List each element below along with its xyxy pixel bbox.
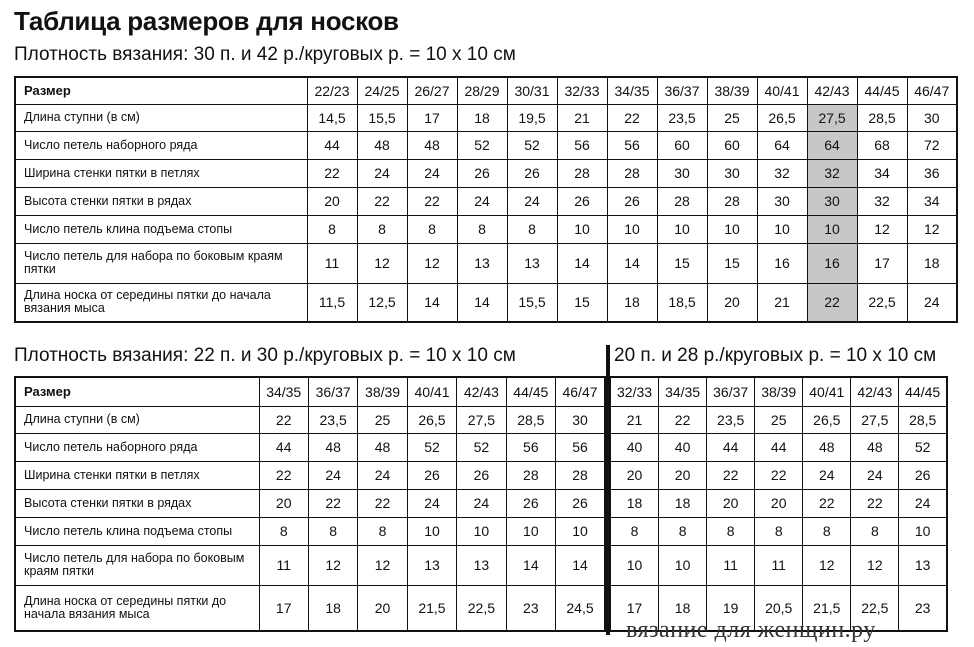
table-row <box>15 243 957 283</box>
value-cell: 10 <box>659 545 707 585</box>
table-row <box>15 545 605 585</box>
row-label: Ширина стенки пятки в петлях <box>15 461 259 489</box>
value-cell: 40 <box>611 433 659 461</box>
table3-gauge-caption: 20 п. и 28 р./круговых р. = 10 х 10 см <box>614 345 937 366</box>
table-row <box>15 283 957 322</box>
size-header-cell: 30/31 <box>507 77 557 104</box>
size-header-cell: 42/43 <box>851 377 899 406</box>
value-cell: 22,5 <box>851 585 899 631</box>
value-cell: 52 <box>899 433 947 461</box>
value-cell: 27,5 <box>807 104 857 131</box>
size-header-cell: 24/25 <box>357 77 407 104</box>
table-row <box>15 517 605 545</box>
size-header-label: Размер <box>15 77 307 104</box>
value-cell: 52 <box>457 433 506 461</box>
value-cell: 24 <box>357 159 407 187</box>
size-header-cell: 40/41 <box>803 377 851 406</box>
size-table-22-30 <box>14 376 606 632</box>
value-cell: 10 <box>757 215 807 243</box>
table-row <box>15 461 605 489</box>
value-cell: 12 <box>803 545 851 585</box>
value-cell: 8 <box>755 517 803 545</box>
size-header-cell: 44/45 <box>899 377 947 406</box>
value-cell: 64 <box>807 131 857 159</box>
value-cell: 26 <box>557 187 607 215</box>
value-cell: 28 <box>557 159 607 187</box>
row-label: Длина носка от середины пятки до начала вязания мыса <box>15 585 259 631</box>
value-cell: 10 <box>506 517 555 545</box>
size-header-cell: 28/29 <box>457 77 507 104</box>
value-cell: 8 <box>611 517 659 545</box>
value-cell: 21,5 <box>407 585 456 631</box>
table-row <box>611 406 948 433</box>
value-cell: 24 <box>407 159 457 187</box>
table-row <box>611 545 948 585</box>
value-cell: 30 <box>556 406 605 433</box>
value-cell: 8 <box>803 517 851 545</box>
value-cell: 13 <box>899 545 947 585</box>
value-cell: 24 <box>851 461 899 489</box>
size-header-cell: 38/39 <box>707 77 757 104</box>
value-cell: 10 <box>407 517 456 545</box>
value-cell: 24,5 <box>556 585 605 631</box>
value-cell: 40 <box>659 433 707 461</box>
value-cell: 27,5 <box>851 406 899 433</box>
value-cell: 22 <box>803 489 851 517</box>
value-cell: 15 <box>657 243 707 283</box>
value-cell: 12 <box>857 215 907 243</box>
value-cell: 48 <box>308 433 357 461</box>
value-cell: 17 <box>857 243 907 283</box>
value-cell: 8 <box>358 517 407 545</box>
value-cell: 44 <box>707 433 755 461</box>
row-label: Число петель наборного ряда <box>15 131 307 159</box>
value-cell: 21 <box>611 406 659 433</box>
table-row <box>15 131 957 159</box>
value-cell: 23 <box>506 585 555 631</box>
value-cell: 22 <box>308 489 357 517</box>
size-header-cell: 34/35 <box>659 377 707 406</box>
value-cell: 14 <box>607 243 657 283</box>
value-cell: 30 <box>757 187 807 215</box>
value-cell: 8 <box>851 517 899 545</box>
size-table-20-28 <box>610 376 948 632</box>
value-cell: 56 <box>607 131 657 159</box>
value-cell: 28 <box>657 187 707 215</box>
value-cell: 11 <box>755 545 803 585</box>
value-cell: 13 <box>507 243 557 283</box>
value-cell: 17 <box>407 104 457 131</box>
value-cell: 24 <box>899 489 947 517</box>
value-cell: 24 <box>457 187 507 215</box>
value-cell: 8 <box>707 517 755 545</box>
value-cell: 8 <box>457 215 507 243</box>
row-label: Высота стенки пятки в рядах <box>15 187 307 215</box>
value-cell: 22 <box>659 406 707 433</box>
value-cell: 12 <box>851 545 899 585</box>
row-label: Число петель для набора по боковым краям пятки <box>15 545 259 585</box>
value-cell: 14,5 <box>307 104 357 131</box>
value-cell: 23,5 <box>707 406 755 433</box>
value-cell: 32 <box>857 187 907 215</box>
value-cell: 52 <box>507 131 557 159</box>
value-cell: 20 <box>259 489 308 517</box>
value-cell: 30 <box>907 104 957 131</box>
value-cell: 10 <box>557 215 607 243</box>
table-row <box>15 406 605 433</box>
size-header-cell: 44/45 <box>506 377 555 406</box>
value-cell: 25 <box>358 406 407 433</box>
value-cell: 21,5 <box>803 585 851 631</box>
value-cell: 24 <box>407 489 456 517</box>
table-row <box>15 489 605 517</box>
size-header-cell: 46/47 <box>556 377 605 406</box>
table-row <box>611 461 948 489</box>
value-cell: 18 <box>659 585 707 631</box>
size-header-cell: 34/35 <box>607 77 657 104</box>
value-cell: 26 <box>507 159 557 187</box>
value-cell: 22,5 <box>457 585 506 631</box>
value-cell: 27,5 <box>457 406 506 433</box>
size-header-cell: 42/43 <box>807 77 857 104</box>
table-row <box>15 104 957 131</box>
row-label: Ширина стенки пятки в петлях <box>15 159 307 187</box>
value-cell: 72 <box>907 131 957 159</box>
value-cell: 14 <box>407 283 457 322</box>
value-cell: 12 <box>907 215 957 243</box>
value-cell: 56 <box>557 131 607 159</box>
table-row <box>15 215 957 243</box>
table-row <box>15 585 605 631</box>
value-cell: 28 <box>707 187 757 215</box>
value-cell: 60 <box>707 131 757 159</box>
value-cell: 26 <box>506 489 555 517</box>
value-cell: 20 <box>707 283 757 322</box>
value-cell: 23 <box>899 585 947 631</box>
value-cell: 26,5 <box>757 104 807 131</box>
size-header-label: Размер <box>15 377 259 406</box>
value-cell: 24 <box>358 461 407 489</box>
value-cell: 22 <box>259 461 308 489</box>
value-cell: 25 <box>755 406 803 433</box>
value-cell: 21 <box>557 104 607 131</box>
size-header-cell: 44/45 <box>857 77 907 104</box>
value-cell: 56 <box>506 433 555 461</box>
value-cell: 19,5 <box>507 104 557 131</box>
value-cell: 25 <box>707 104 757 131</box>
value-cell: 28,5 <box>899 406 947 433</box>
value-cell: 68 <box>857 131 907 159</box>
value-cell: 60 <box>657 131 707 159</box>
size-header-cell: 36/37 <box>707 377 755 406</box>
value-cell: 26,5 <box>803 406 851 433</box>
value-cell: 26 <box>556 489 605 517</box>
size-header-cell: 42/43 <box>457 377 506 406</box>
header-row <box>15 377 605 406</box>
value-cell: 21 <box>757 283 807 322</box>
value-cell: 11 <box>307 243 357 283</box>
value-cell: 24 <box>308 461 357 489</box>
value-cell: 26 <box>407 461 456 489</box>
size-header-cell: 38/39 <box>358 377 407 406</box>
value-cell: 11 <box>707 545 755 585</box>
value-cell: 24 <box>803 461 851 489</box>
value-cell: 12 <box>308 545 357 585</box>
value-cell: 14 <box>556 545 605 585</box>
value-cell: 28 <box>556 461 605 489</box>
value-cell: 17 <box>259 585 308 631</box>
value-cell: 15,5 <box>507 283 557 322</box>
value-cell: 10 <box>657 215 707 243</box>
size-header-cell: 32/33 <box>557 77 607 104</box>
value-cell: 22 <box>358 489 407 517</box>
row-label: Число петель наборного ряда <box>15 433 259 461</box>
value-cell: 10 <box>707 215 757 243</box>
value-cell: 22 <box>707 461 755 489</box>
value-cell: 12 <box>358 545 407 585</box>
value-cell: 11 <box>259 545 308 585</box>
value-cell: 22 <box>259 406 308 433</box>
value-cell: 11,5 <box>307 283 357 322</box>
value-cell: 30 <box>657 159 707 187</box>
header-row <box>15 77 957 104</box>
size-header-cell: 34/35 <box>259 377 308 406</box>
row-label: Высота стенки пятки в рядах <box>15 489 259 517</box>
value-cell: 30 <box>707 159 757 187</box>
size-header-cell: 40/41 <box>407 377 456 406</box>
value-cell: 12 <box>407 243 457 283</box>
row-label: Длина носка от середины пятки до начала вязания мыса <box>15 283 307 322</box>
value-cell: 18 <box>659 489 707 517</box>
value-cell: 15 <box>707 243 757 283</box>
size-header-cell: 22/23 <box>307 77 357 104</box>
value-cell: 26,5 <box>407 406 456 433</box>
value-cell: 20 <box>611 461 659 489</box>
value-cell: 10 <box>607 215 657 243</box>
value-cell: 20 <box>307 187 357 215</box>
value-cell: 24 <box>457 489 506 517</box>
size-header-cell: 32/33 <box>611 377 659 406</box>
value-cell: 16 <box>807 243 857 283</box>
page-title: Таблица размеров для носков <box>14 6 399 36</box>
row-label: Длина ступни (в см) <box>15 104 307 131</box>
value-cell: 8 <box>259 517 308 545</box>
value-cell: 26 <box>457 461 506 489</box>
size-header-cell: 38/39 <box>755 377 803 406</box>
value-cell: 15,5 <box>357 104 407 131</box>
value-cell: 34 <box>857 159 907 187</box>
value-cell: 22 <box>851 489 899 517</box>
value-cell: 19 <box>707 585 755 631</box>
size-table-30-42 <box>14 76 958 323</box>
value-cell: 44 <box>259 433 308 461</box>
value-cell: 10 <box>899 517 947 545</box>
value-cell: 48 <box>851 433 899 461</box>
value-cell: 22,5 <box>857 283 907 322</box>
value-cell: 22 <box>357 187 407 215</box>
value-cell: 14 <box>506 545 555 585</box>
value-cell: 44 <box>307 131 357 159</box>
value-cell: 24 <box>507 187 557 215</box>
value-cell: 24 <box>907 283 957 322</box>
value-cell: 14 <box>557 243 607 283</box>
value-cell: 26 <box>899 461 947 489</box>
value-cell: 52 <box>457 131 507 159</box>
value-cell: 64 <box>757 131 807 159</box>
value-cell: 28,5 <box>506 406 555 433</box>
row-label: Число петель для набора по боковым краям пятки <box>15 243 307 283</box>
value-cell: 8 <box>308 517 357 545</box>
value-cell: 8 <box>357 215 407 243</box>
value-cell: 30 <box>807 187 857 215</box>
value-cell: 10 <box>611 545 659 585</box>
value-cell: 44 <box>755 433 803 461</box>
value-cell: 18 <box>308 585 357 631</box>
value-cell: 23,5 <box>308 406 357 433</box>
value-cell: 52 <box>407 433 456 461</box>
value-cell: 18,5 <box>657 283 707 322</box>
value-cell: 8 <box>407 215 457 243</box>
value-cell: 14 <box>457 283 507 322</box>
table-row <box>15 433 605 461</box>
value-cell: 17 <box>611 585 659 631</box>
table1-gauge-caption: Плотность вязания: 30 п. и 42 р./круговых р. = 10 х 10 см <box>14 44 516 65</box>
value-cell: 18 <box>457 104 507 131</box>
value-cell: 20 <box>358 585 407 631</box>
value-cell: 28,5 <box>857 104 907 131</box>
size-header-cell: 36/37 <box>308 377 357 406</box>
table-row <box>611 433 948 461</box>
value-cell: 22 <box>755 461 803 489</box>
value-cell: 48 <box>803 433 851 461</box>
value-cell: 22 <box>407 187 457 215</box>
value-cell: 34 <box>907 187 957 215</box>
value-cell: 10 <box>457 517 506 545</box>
value-cell: 32 <box>757 159 807 187</box>
value-cell: 28 <box>506 461 555 489</box>
value-cell: 10 <box>807 215 857 243</box>
row-label: Число петель клина подъема стопы <box>15 517 259 545</box>
value-cell: 20 <box>707 489 755 517</box>
value-cell: 18 <box>907 243 957 283</box>
value-cell: 12,5 <box>357 283 407 322</box>
table-row <box>15 159 957 187</box>
value-cell: 48 <box>358 433 407 461</box>
value-cell: 36 <box>907 159 957 187</box>
value-cell: 48 <box>357 131 407 159</box>
value-cell: 8 <box>659 517 707 545</box>
table-row <box>15 187 957 215</box>
value-cell: 18 <box>607 283 657 322</box>
value-cell: 26 <box>607 187 657 215</box>
table2-gauge-caption: Плотность вязания: 22 п. и 30 р./круговых р. = 10 х 10 см <box>14 345 516 366</box>
value-cell: 8 <box>307 215 357 243</box>
value-cell: 48 <box>407 131 457 159</box>
value-cell: 8 <box>507 215 557 243</box>
value-cell: 16 <box>757 243 807 283</box>
value-cell: 20 <box>659 461 707 489</box>
value-cell: 13 <box>457 545 506 585</box>
header-row <box>611 377 948 406</box>
value-cell: 20 <box>755 489 803 517</box>
value-cell: 10 <box>556 517 605 545</box>
value-cell: 22 <box>307 159 357 187</box>
value-cell: 13 <box>407 545 456 585</box>
value-cell: 56 <box>556 433 605 461</box>
value-cell: 32 <box>807 159 857 187</box>
value-cell: 23,5 <box>657 104 707 131</box>
size-header-cell: 46/47 <box>907 77 957 104</box>
value-cell: 13 <box>457 243 507 283</box>
value-cell: 18 <box>611 489 659 517</box>
table-row <box>611 489 948 517</box>
value-cell: 12 <box>357 243 407 283</box>
value-cell: 22 <box>607 104 657 131</box>
value-cell: 20,5 <box>755 585 803 631</box>
size-header-cell: 26/27 <box>407 77 457 104</box>
table-row <box>611 517 948 545</box>
value-cell: 22 <box>807 283 857 322</box>
row-label: Число петель клина подъема стопы <box>15 215 307 243</box>
size-header-cell: 40/41 <box>757 77 807 104</box>
value-cell: 15 <box>557 283 607 322</box>
value-cell: 28 <box>607 159 657 187</box>
size-header-cell: 36/37 <box>657 77 707 104</box>
site-watermark: вязание для женщин.ру <box>626 617 876 643</box>
value-cell: 26 <box>457 159 507 187</box>
row-label: Длина ступни (в см) <box>15 406 259 433</box>
